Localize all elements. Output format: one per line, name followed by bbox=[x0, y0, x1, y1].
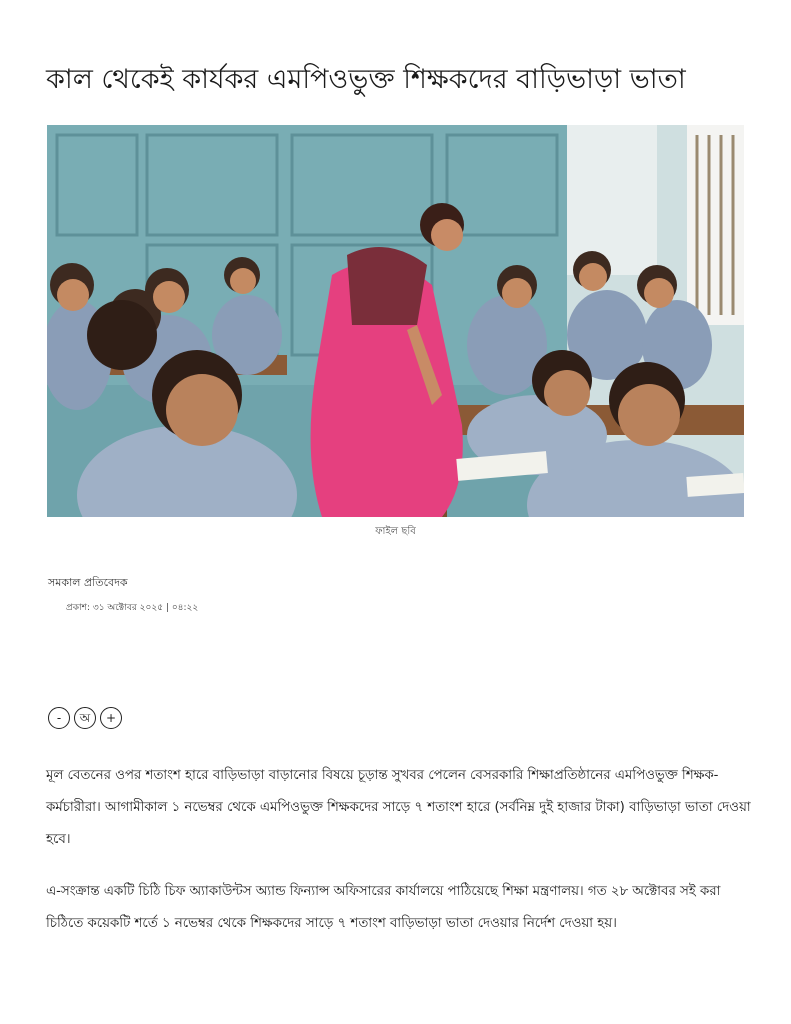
font-reset-button[interactable]: অ bbox=[74, 707, 96, 729]
article-photo bbox=[47, 125, 744, 517]
publish-date: প্রকাশ: ৩১ অক্টোবর ২০২৫ | ০৪:২২ bbox=[66, 603, 199, 613]
font-increase-button[interactable]: + bbox=[100, 707, 122, 729]
font-decrease-button[interactable]: - bbox=[48, 707, 70, 729]
image-caption: ফাইল ছবি bbox=[375, 526, 416, 537]
article-headline: কাল থেকেই কার্যকর এমপিওভুক্ত শিক্ষকদের বাড়িভাড়া ভাতা bbox=[46, 64, 686, 95]
author-byline[interactable]: সমকাল প্রতিবেদক bbox=[48, 576, 128, 589]
font-size-controls bbox=[48, 707, 122, 729]
article-paragraph: এ-সংক্রান্ত একটি চিঠি চিফ অ্যাকাউন্টস অ্যান্ড ফিন্যান্স অফিসারের কার্যালয়ে পাঠিয়েছে শিক্ষা মন্ত্রণালয়। গত ২৮ অক্টোবর সই করা চিঠিতে কয়েকটি শর্তে ১ নভেম্বর থেকে শিক্ষকদের সাড়ে ৭ শতাংশ বাড়িভাড়া ভাতা দেওয়ার নির্দেশ দেওয়া হয়। bbox=[46, 884, 721, 931]
article-paragraph: মূল বেতনের ওপর শতাংশ হারে বাড়িভাড়া বাড়ানোর বিষয়ে চূড়ান্ত সুখবর পেলেন বেসরকারি শিক্ষাপ্রতিষ্ঠানের এমপিওভুক্ত শিক্ষক-কর্মচারীরা। আগামীকাল ১ নভেম্বর থেকে এমপিওভুক্ত শিক্ষকদের সাড়ে ৭ শতাংশ হারে (সর্বনিম্ন দুই হাজার টাকা) বাড়িভাড়া ভাতা দেওয়া হবে। bbox=[46, 768, 751, 847]
